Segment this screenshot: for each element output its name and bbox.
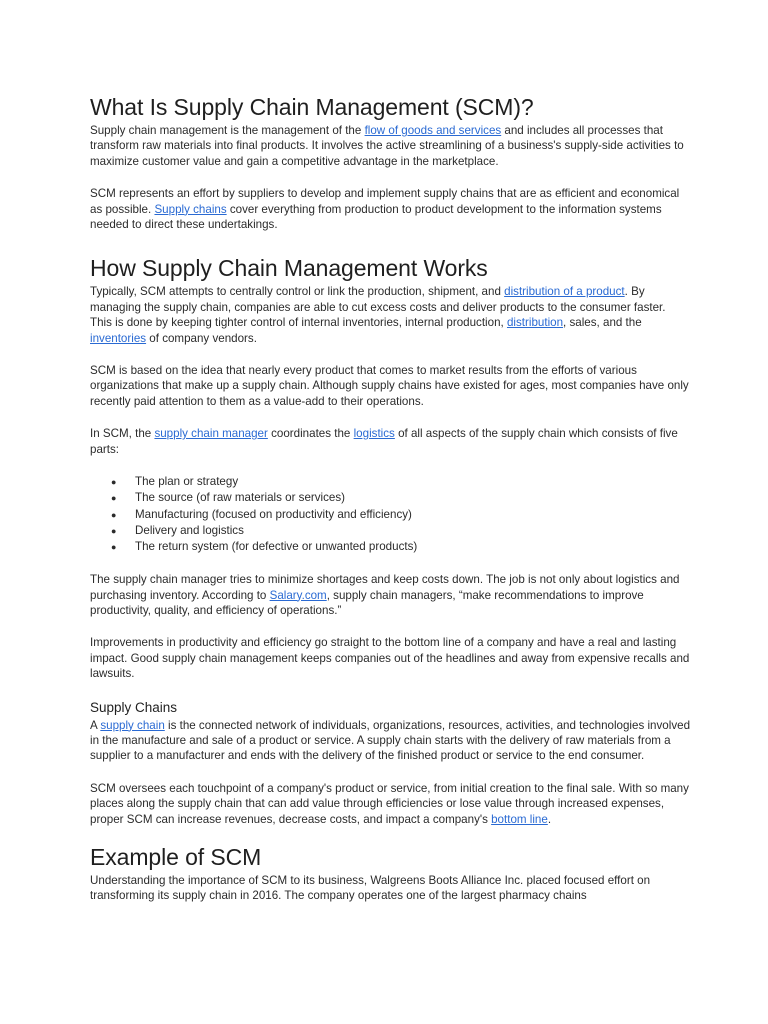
bullet-icon: ● <box>111 541 117 552</box>
link-logistics[interactable]: logistics <box>353 427 395 441</box>
link-salary-com[interactable]: Salary.com <box>269 588 327 602</box>
paragraph-scm-idea: SCM is based on the idea that nearly every product that comes to market results from the efforts of various organizations that make up a supply chain. Although supply chains have existed for ages, most companies have only recently paid attention to them as a value-add to their operations. <box>90 364 689 408</box>
heading-what-is-scm: What Is Supply Chain Management (SCM)? <box>90 94 534 120</box>
link-distribution-of-a-product[interactable]: distribution of a product <box>504 285 625 299</box>
bullet-icon: ● <box>111 477 117 488</box>
list-item: ● The source (of raw materials or services) <box>90 490 690 506</box>
paragraph-scm-effort: SCM represents an effort by suppliers to develop and implement supply chains that are as efficient and economical as possible. Supply chains cover everything from production to product development to the information systems needed to direct these undertakings. <box>90 187 680 232</box>
paragraph-improvements: Improvements in productivity and efficiency go straight to the bottom line of a company and have a real and lasting impact. Good supply chain management keeps companies out of the headlines and away from expensive recalls and lawsuits. <box>90 636 690 681</box>
bullet-icon: ● <box>111 525 117 536</box>
bullet-icon: ● <box>111 493 117 504</box>
link-inventories[interactable]: inventories <box>90 331 147 345</box>
list-item: ● The plan or strategy <box>90 474 690 490</box>
five-parts-list <box>90 474 690 555</box>
paragraph-walgreens-example: Understanding the importance of SCM to its business, Walgreens Boots Alliance Inc. placed focused effort on transforming its supply chain in 2016. The company operates one of the largest pharmacy chains <box>90 873 651 903</box>
paragraph-scm-definition: Supply chain management is the management of the flow of goods and services and includes all processes that transform raw materials into final products. It involves the active streamlining of a business's supply-side activities to maximize customer value and gain a competitive advantage in the marketplace. <box>90 124 684 168</box>
link-flow-of-goods-and-services[interactable]: flow of goods and services <box>364 124 502 137</box>
paragraph-manager-role: The supply chain manager tries to minimize shortages and keep costs down. The job is not only about logistics and purchasing inventory. According to Salary.com, supply chain managers, “make recommendations to improve productivity, quality, and efficiency of operations.” <box>90 573 680 617</box>
list-item: ● Delivery and logistics <box>90 523 690 539</box>
link-supply-chain-manager[interactable]: supply chain manager <box>154 427 268 441</box>
heading-example-of-scm: Example of SCM <box>90 843 262 870</box>
link-supply-chains[interactable]: Supply chains <box>154 202 227 216</box>
link-distribution[interactable]: distribution <box>506 316 564 330</box>
link-supply-chain[interactable]: supply chain <box>100 718 165 732</box>
heading-how-scm-works: How Supply Chain Management Works <box>90 255 488 282</box>
link-bottom-line[interactable]: bottom line <box>491 812 548 826</box>
paragraph-scm-touchpoints: SCM oversees each touchpoint of a company's product or service, from initial creation to the final sale. With so many places along the supply chain that can add value through efficiencies or lose value through increased expenses, proper SCM can increase revenues, decrease costs, and impact a company's bottom line. <box>90 781 689 826</box>
list-item: ● The return system (for defective or unwanted products) <box>90 539 690 555</box>
list-item: ● Manufacturing (focused on productivity and efficiency) <box>90 507 690 523</box>
paragraph-scm-control: Typically, SCM attempts to centrally control or link the production, shipment, and distribution of a product. By managing the supply chain, companies are able to cut excess costs and deliver products to the consumer faster. This is done by keeping tighter control of internal inventories, internal production, distribution, sales, and the inventories of company vendors. <box>90 285 666 345</box>
article-body <box>90 94 690 921</box>
paragraph-scm-manager: In SCM, the supply chain manager coordinates the logistics of all aspects of the supply chain which consists of five parts: <box>90 427 678 456</box>
bullet-icon: ● <box>111 509 117 520</box>
heading-supply-chains: Supply Chains <box>90 699 178 715</box>
paragraph-supply-chain-definition: A supply chain is the connected network of individuals, organizations, resources, activities, and technologies involved in the manufacture and sale of a product or service. A supply chain starts with the delivery of raw materials from a supplier to a manufacturer and ends with the delivery of the finished product or service to the end consumer. <box>90 718 691 763</box>
